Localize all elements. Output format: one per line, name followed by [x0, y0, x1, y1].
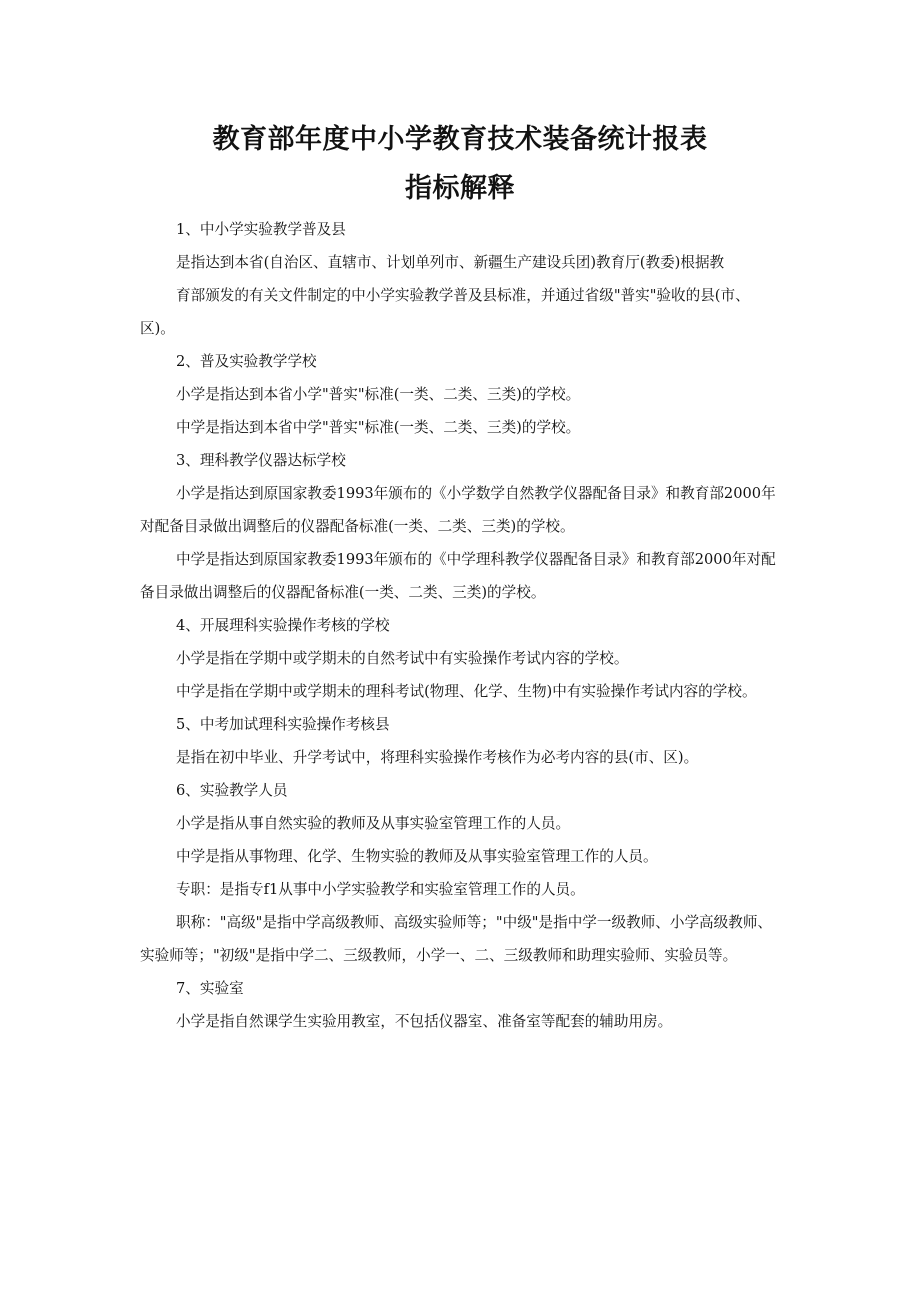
paragraph: 专职：是指专f1从事中小学实验教学和实验室管理工作的人员。 [176, 881, 585, 898]
paragraph: 中学是指在学期中或学期未的理科考试(物理、化学、生物)中有实验操作考试内容的学校。 [176, 683, 757, 700]
paragraph: 小学是指从事自然实验的教师及从事实验室管理工作的人员。 [176, 815, 571, 832]
document-subtitle: 指标解释 [405, 173, 515, 204]
section-heading: 1、中小学实验教学普及县 [176, 221, 346, 238]
paragraph: 小学是指在学期中或学期未的自然考试中有实验操作考试内容的学校。 [176, 650, 629, 667]
section-heading: 3、理科教学仪器达标学校 [176, 452, 346, 469]
paragraph: 中学是指达到原国家教委1993年颁布的《中学理科教学仪器配备目录》和教育部2000年对配备目录做出调整后的仪器配备标准(一类、二类、三类)的学校。 [140, 551, 776, 601]
paragraph: 小学是指自然课学生实验用教室，不包括仪器室、准备室等配套的辅助用房。 [176, 1013, 673, 1030]
paragraph: 中学是指从事物理、化学、生物实验的教师及从事实验室管理工作的人员。 [176, 848, 658, 865]
paragraph: 职称："高级"是指中学高级教师、高级实验师等；"中级"是指中学一级教师、小学高级教师、实验师等；"初级"是指中学二、三级教师，小学一、二、三级教师和助理实验师、实验员等。 [140, 914, 773, 964]
section-heading: 7、实验室 [176, 980, 244, 997]
section-heading: 6、实验教学人员 [176, 782, 288, 799]
section-heading: 2、普及实验教学学校 [176, 353, 317, 370]
paragraph: 是指达到本省(自治区、直辖市、计划单列市、新疆生产建设兵团)教育厅(教委)根据教 [176, 254, 725, 271]
paragraph: 小学是指达到原国家教委1993年颁布的《小学数学自然教学仪器配备目录》和教育部2000年对配备目录做出调整后的仪器配备标准(一类、二类、三类)的学校。 [140, 485, 776, 535]
paragraph: 小学是指达到本省小学"普实"标准(一类、二类、三类)的学校。 [176, 386, 581, 403]
section-heading: 5、中考加试理科实验操作考核县 [176, 716, 390, 733]
paragraph: 是指在初中毕业、升学考试中，将理科实验操作考核作为必考内容的县(市、区)。 [176, 749, 699, 766]
document-title: 教育部年度中小学教育技术装备统计报表 [212, 124, 708, 155]
document-body [140, 213, 780, 1038]
section-heading: 4、开展理科实验操作考核的学校 [176, 617, 390, 634]
paragraph: 育部颁发的有关文件制定的中小学实验教学普及县标准，并通过省级"普实"验收的县(市、区)。 [140, 287, 750, 337]
paragraph: 中学是指达到本省中学"普实"标准(一类、二类、三类)的学校。 [176, 419, 581, 436]
